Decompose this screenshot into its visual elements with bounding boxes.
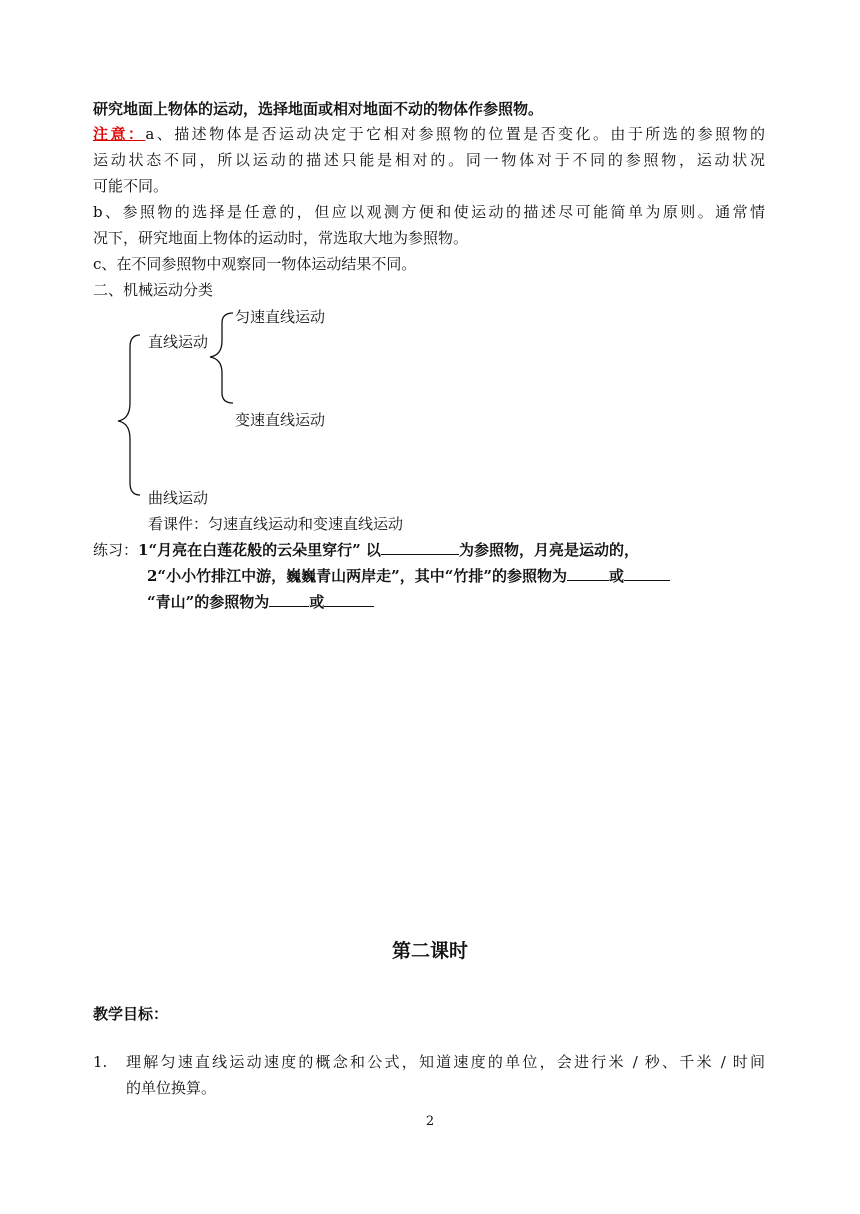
exercise-line-3 xyxy=(147,590,374,614)
classification-braces xyxy=(0,305,860,505)
exercise-q2-or: 或 xyxy=(608,567,624,585)
lesson-title: 第二课时 xyxy=(391,940,468,962)
exercise-q1-b: 为参照物，月亮是运动的， xyxy=(458,541,639,559)
exercise-line-2 xyxy=(147,564,670,588)
goal-1-line-1: 理解匀速直线运动速度的概念和公式，知道速度的单位，会进行米 / 秒、千米 / 时间 xyxy=(126,1053,765,1071)
large-brace xyxy=(118,335,140,495)
linear-motion: 直线运动 xyxy=(148,333,209,351)
exercise-label: 练习： xyxy=(93,541,139,559)
courseware-line: 看课件：匀速直线运动和变速直线运动 xyxy=(148,515,404,533)
note-line-2: 运动状态不同，所以运动的描述只能是相对的。同一物体对于不同的参照物，运动状况 xyxy=(93,151,765,169)
page-number: 2 xyxy=(425,1114,435,1129)
answer-blank-4[interactable] xyxy=(269,590,309,607)
note-line-1 xyxy=(93,122,765,146)
b-line-2: 况下，研究地面上物体的运动时，常选取大地为参照物。 xyxy=(93,229,469,247)
exercise-q1-a: 1“月亮在白莲花般的云朵里穿行” 以 xyxy=(138,541,381,559)
goal-1-number: 1. xyxy=(93,1053,108,1071)
exercise-q3-a: “青山”的参照物为 xyxy=(147,593,270,611)
exercise-q2-a: 2“小小竹排江中游，巍巍青山两岸走”，其中“竹排”的参照物为 xyxy=(147,567,567,585)
small-brace xyxy=(210,313,233,403)
variable-motion: 变速直线运动 xyxy=(235,411,326,429)
exercise-q3-or: 或 xyxy=(309,593,325,611)
c-line: c、在不同参照物中观察同一物体运动结果不同。 xyxy=(93,255,417,273)
note-line-3: 可能不同。 xyxy=(93,177,169,195)
goal-1-line-2: 的单位换算。 xyxy=(126,1079,217,1097)
answer-blank-2[interactable] xyxy=(567,564,609,581)
b-line-1: b、参照物的选择是任意的，但应以观测方便和使运动的描述尽可能简单为原则。通常情 xyxy=(93,203,765,221)
note-text-1: a、描述物体是否运动决定于它相对参照物的位置是否变化。由于所选的参照物的 xyxy=(145,125,765,143)
note-label: 注意： xyxy=(93,125,146,143)
answer-blank-1[interactable] xyxy=(381,538,459,555)
intro-line: 研究地面上物体的运动，选择地面或相对地面不动的物体作参照物。 xyxy=(93,100,544,118)
uniform-motion: 匀速直线运动 xyxy=(235,308,326,326)
answer-blank-5[interactable] xyxy=(324,590,374,607)
answer-blank-3[interactable] xyxy=(624,564,670,581)
goals-label: 教学目标： xyxy=(93,1005,169,1023)
curve-motion: 曲线运动 xyxy=(148,489,209,507)
exercise-line-1 xyxy=(93,538,639,562)
section-title: 二、机械运动分类 xyxy=(93,281,214,299)
